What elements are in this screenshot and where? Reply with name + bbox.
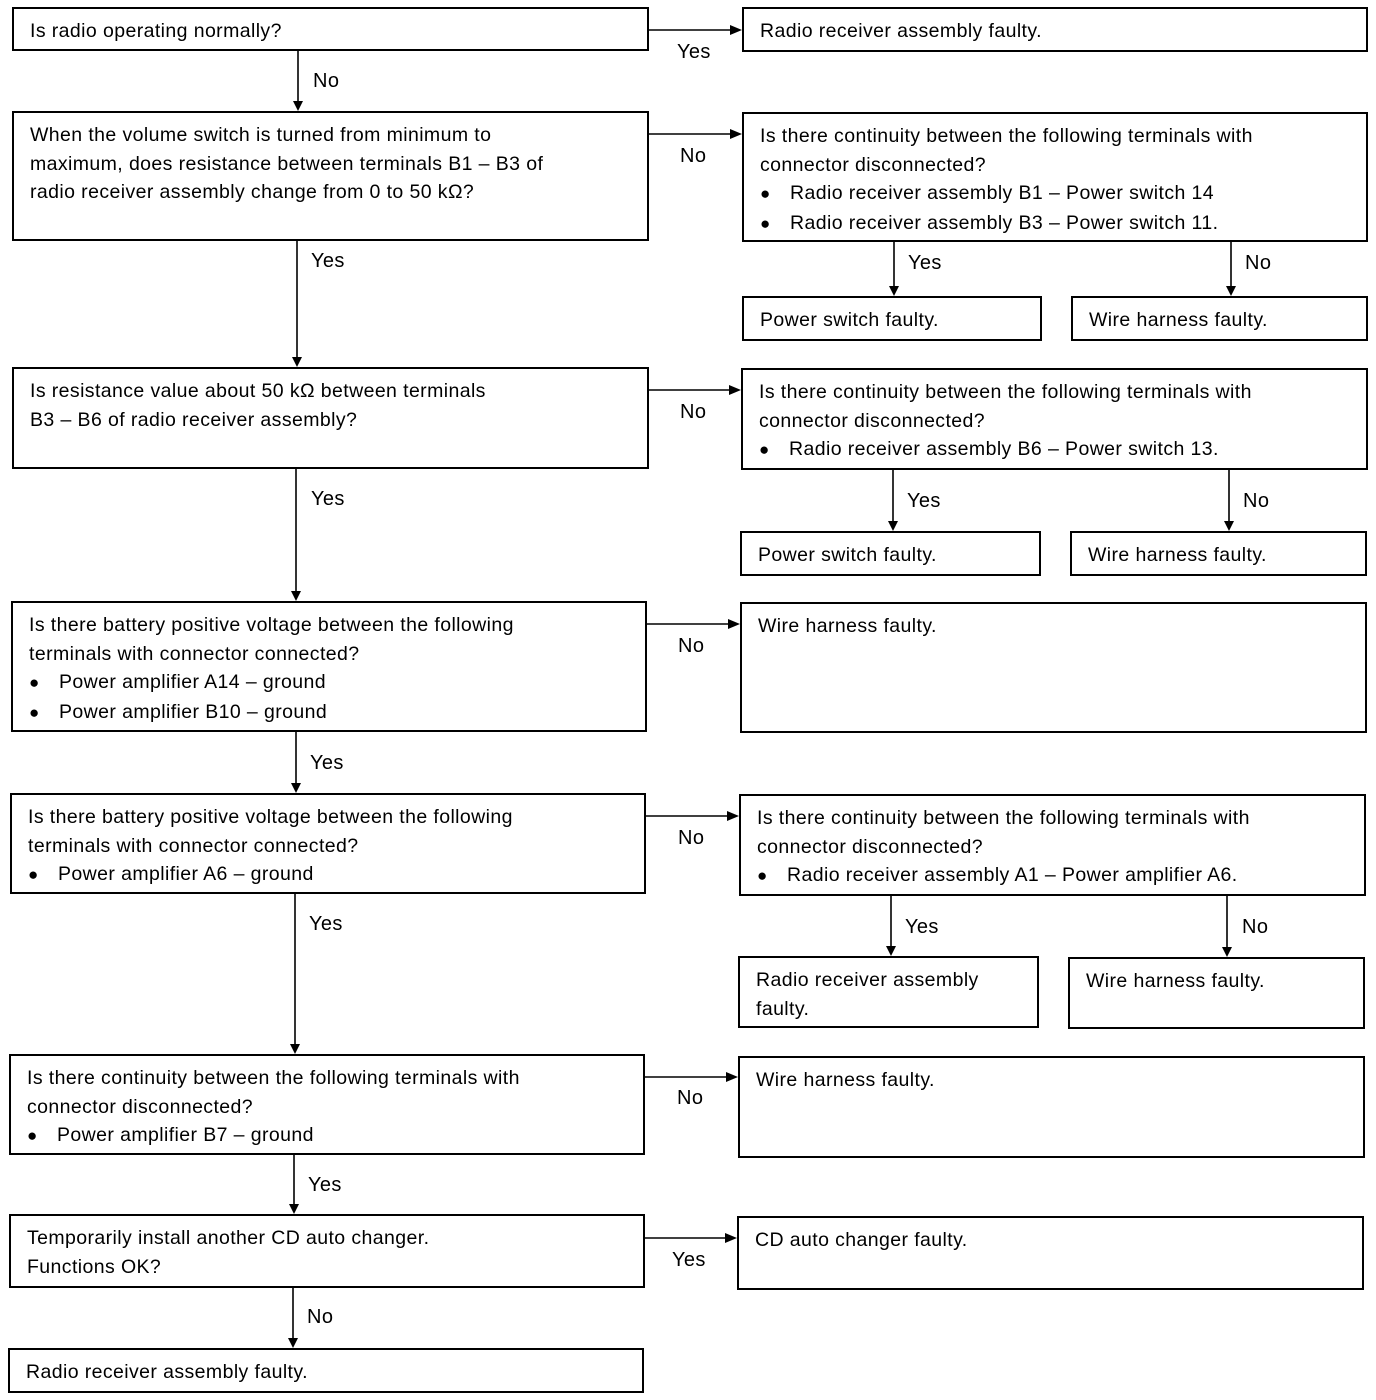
result-wire-harness-faulty-2 bbox=[1070, 531, 1367, 576]
arrowhead bbox=[730, 25, 742, 35]
box-text-line: connector disconnected? bbox=[27, 1095, 254, 1118]
box-text-line: Wire harness faulty. bbox=[1089, 309, 1268, 331]
box-text-line: faulty. bbox=[756, 997, 810, 1020]
label-yes: Yes bbox=[310, 752, 344, 774]
label-no: No bbox=[307, 1306, 334, 1328]
result-wire-harness-faulty-3 bbox=[740, 602, 1367, 733]
box-text-line: Is resistance value about 50 kΩ between terminals bbox=[30, 380, 486, 402]
label-no: No bbox=[313, 70, 340, 92]
question-battery-voltage-a14-b10 bbox=[11, 601, 647, 732]
arrowhead bbox=[886, 946, 896, 956]
arrowhead bbox=[728, 619, 740, 629]
box-text-line: Wire harness faulty. bbox=[1086, 970, 1265, 992]
box-text-line: Is there battery positive voltage between the following bbox=[29, 614, 514, 636]
result-power-switch-faulty-1 bbox=[742, 296, 1042, 341]
question-continuity-b7 bbox=[9, 1054, 645, 1155]
label-no: No bbox=[1243, 490, 1270, 512]
label-yes: Yes bbox=[677, 41, 711, 63]
arrowhead bbox=[729, 385, 741, 395]
check-continuity-a1-a6 bbox=[739, 794, 1366, 896]
result-radio-receiver-faulty-1 bbox=[742, 7, 1368, 52]
question-volume-switch-resistance bbox=[12, 111, 649, 241]
label-no: No bbox=[678, 827, 705, 849]
arrowhead bbox=[288, 1338, 298, 1348]
box-text-line: Radio receiver assembly faulty. bbox=[26, 1361, 308, 1383]
result-radio-receiver-faulty-3 bbox=[8, 1348, 644, 1393]
question-battery-voltage-a6 bbox=[10, 793, 646, 894]
label-yes: Yes bbox=[308, 1174, 342, 1196]
result-power-switch-faulty-2 bbox=[740, 531, 1041, 576]
arrowhead bbox=[1224, 521, 1234, 531]
result-wire-harness-faulty-1 bbox=[1071, 296, 1368, 341]
box-text-line: Power switch faulty. bbox=[760, 309, 939, 331]
question-install-another-cd-changer bbox=[9, 1214, 645, 1288]
box-bullet-item: ● Power amplifier A6 – ground bbox=[28, 860, 630, 890]
box-text-line: Is there continuity between the following terminals with bbox=[759, 381, 1252, 403]
box-text-line: Wire harness faulty. bbox=[756, 1069, 935, 1091]
box-bullet-item: ● Power amplifier B10 – ground bbox=[29, 698, 631, 728]
result-wire-harness-faulty-4 bbox=[1068, 957, 1365, 1029]
label-no: No bbox=[680, 145, 707, 167]
box-bullet-item: ● Radio receiver assembly B1 – Power switch 14 bbox=[760, 179, 1352, 209]
check-continuity-b6 bbox=[741, 368, 1368, 470]
box-text-line: B3 – B6 of radio receiver assembly? bbox=[30, 408, 358, 431]
box-bullet-item: ● Radio receiver assembly B3 – Power switch 11. bbox=[760, 209, 1352, 239]
arrowhead bbox=[291, 591, 301, 601]
arrowhead bbox=[289, 1204, 299, 1214]
box-text-line: Wire harness faulty. bbox=[758, 615, 937, 637]
box-text-line: Is there continuity between the following terminals with bbox=[27, 1067, 520, 1089]
label-no: No bbox=[680, 401, 707, 423]
arrowhead bbox=[1226, 286, 1236, 296]
arrowhead bbox=[290, 1044, 300, 1054]
arrowhead bbox=[293, 101, 303, 111]
box-text-line: Functions OK? bbox=[27, 1255, 162, 1278]
arrowhead bbox=[888, 521, 898, 531]
box-text-line: terminals with connector connected? bbox=[28, 834, 359, 857]
box-text-line: terminals with connector connected? bbox=[29, 642, 360, 665]
box-text-line: Is radio operating normally? bbox=[30, 20, 282, 42]
box-bullet-item: ● Radio receiver assembly A1 – Power amplifier A6. bbox=[757, 861, 1350, 891]
label-no: No bbox=[1242, 916, 1269, 938]
arrowhead bbox=[727, 811, 739, 821]
arrowhead bbox=[292, 357, 302, 367]
box-text-line: radio receiver assembly change from 0 to 50 kΩ? bbox=[30, 181, 475, 203]
box-text-line: CD auto changer faulty. bbox=[755, 1229, 968, 1251]
label-no: No bbox=[678, 635, 705, 657]
box-text-line: When the volume switch is turned from minimum to bbox=[30, 124, 492, 146]
box-text-line: Power switch faulty. bbox=[758, 544, 937, 566]
box-text-line: Temporarily install another CD auto changer. bbox=[27, 1227, 430, 1249]
result-wire-harness-faulty-5 bbox=[738, 1056, 1365, 1158]
box-text-line: connector disconnected? bbox=[760, 153, 987, 176]
arrowhead bbox=[725, 1233, 737, 1243]
label-no: No bbox=[677, 1087, 704, 1109]
box-bullet-item: ● Power amplifier B7 – ground bbox=[27, 1121, 629, 1151]
arrowhead bbox=[730, 129, 742, 139]
box-text-line: Radio receiver assembly faulty. bbox=[760, 20, 1042, 42]
box-text-line: Is there battery positive voltage between the following bbox=[28, 806, 513, 828]
label-yes: Yes bbox=[907, 490, 941, 512]
label-yes: Yes bbox=[908, 252, 942, 274]
check-continuity-b1-b3 bbox=[742, 112, 1368, 242]
label-yes: Yes bbox=[672, 1249, 706, 1271]
box-text-line: Wire harness faulty. bbox=[1088, 544, 1267, 566]
question-radio-normal bbox=[12, 7, 649, 51]
label-yes: Yes bbox=[905, 916, 939, 938]
arrowhead bbox=[726, 1072, 738, 1082]
result-radio-receiver-faulty-2 bbox=[738, 956, 1039, 1028]
arrowhead bbox=[291, 783, 301, 793]
box-text-line: connector disconnected? bbox=[759, 409, 986, 432]
box-text-line: maximum, does resistance between terminals B1 – B3 of bbox=[30, 152, 544, 175]
label-no: No bbox=[1245, 252, 1272, 274]
box-text-line: Radio receiver assembly bbox=[756, 969, 979, 991]
box-bullet-item: ● Power amplifier A14 – ground bbox=[29, 668, 631, 698]
label-yes: Yes bbox=[311, 488, 345, 510]
result-cd-auto-changer-faulty bbox=[737, 1216, 1364, 1290]
box-text-line: connector disconnected? bbox=[757, 835, 984, 858]
label-yes: Yes bbox=[309, 913, 343, 935]
box-text-line: Is there continuity between the following terminals with bbox=[757, 807, 1250, 829]
box-text-line: Is there continuity between the following terminals with bbox=[760, 125, 1253, 147]
question-resistance-b3-b6 bbox=[12, 367, 649, 469]
label-yes: Yes bbox=[311, 250, 345, 272]
box-bullet-item: ● Radio receiver assembly B6 – Power switch 13. bbox=[759, 435, 1352, 465]
arrowhead bbox=[889, 286, 899, 296]
arrowhead bbox=[1222, 947, 1232, 957]
